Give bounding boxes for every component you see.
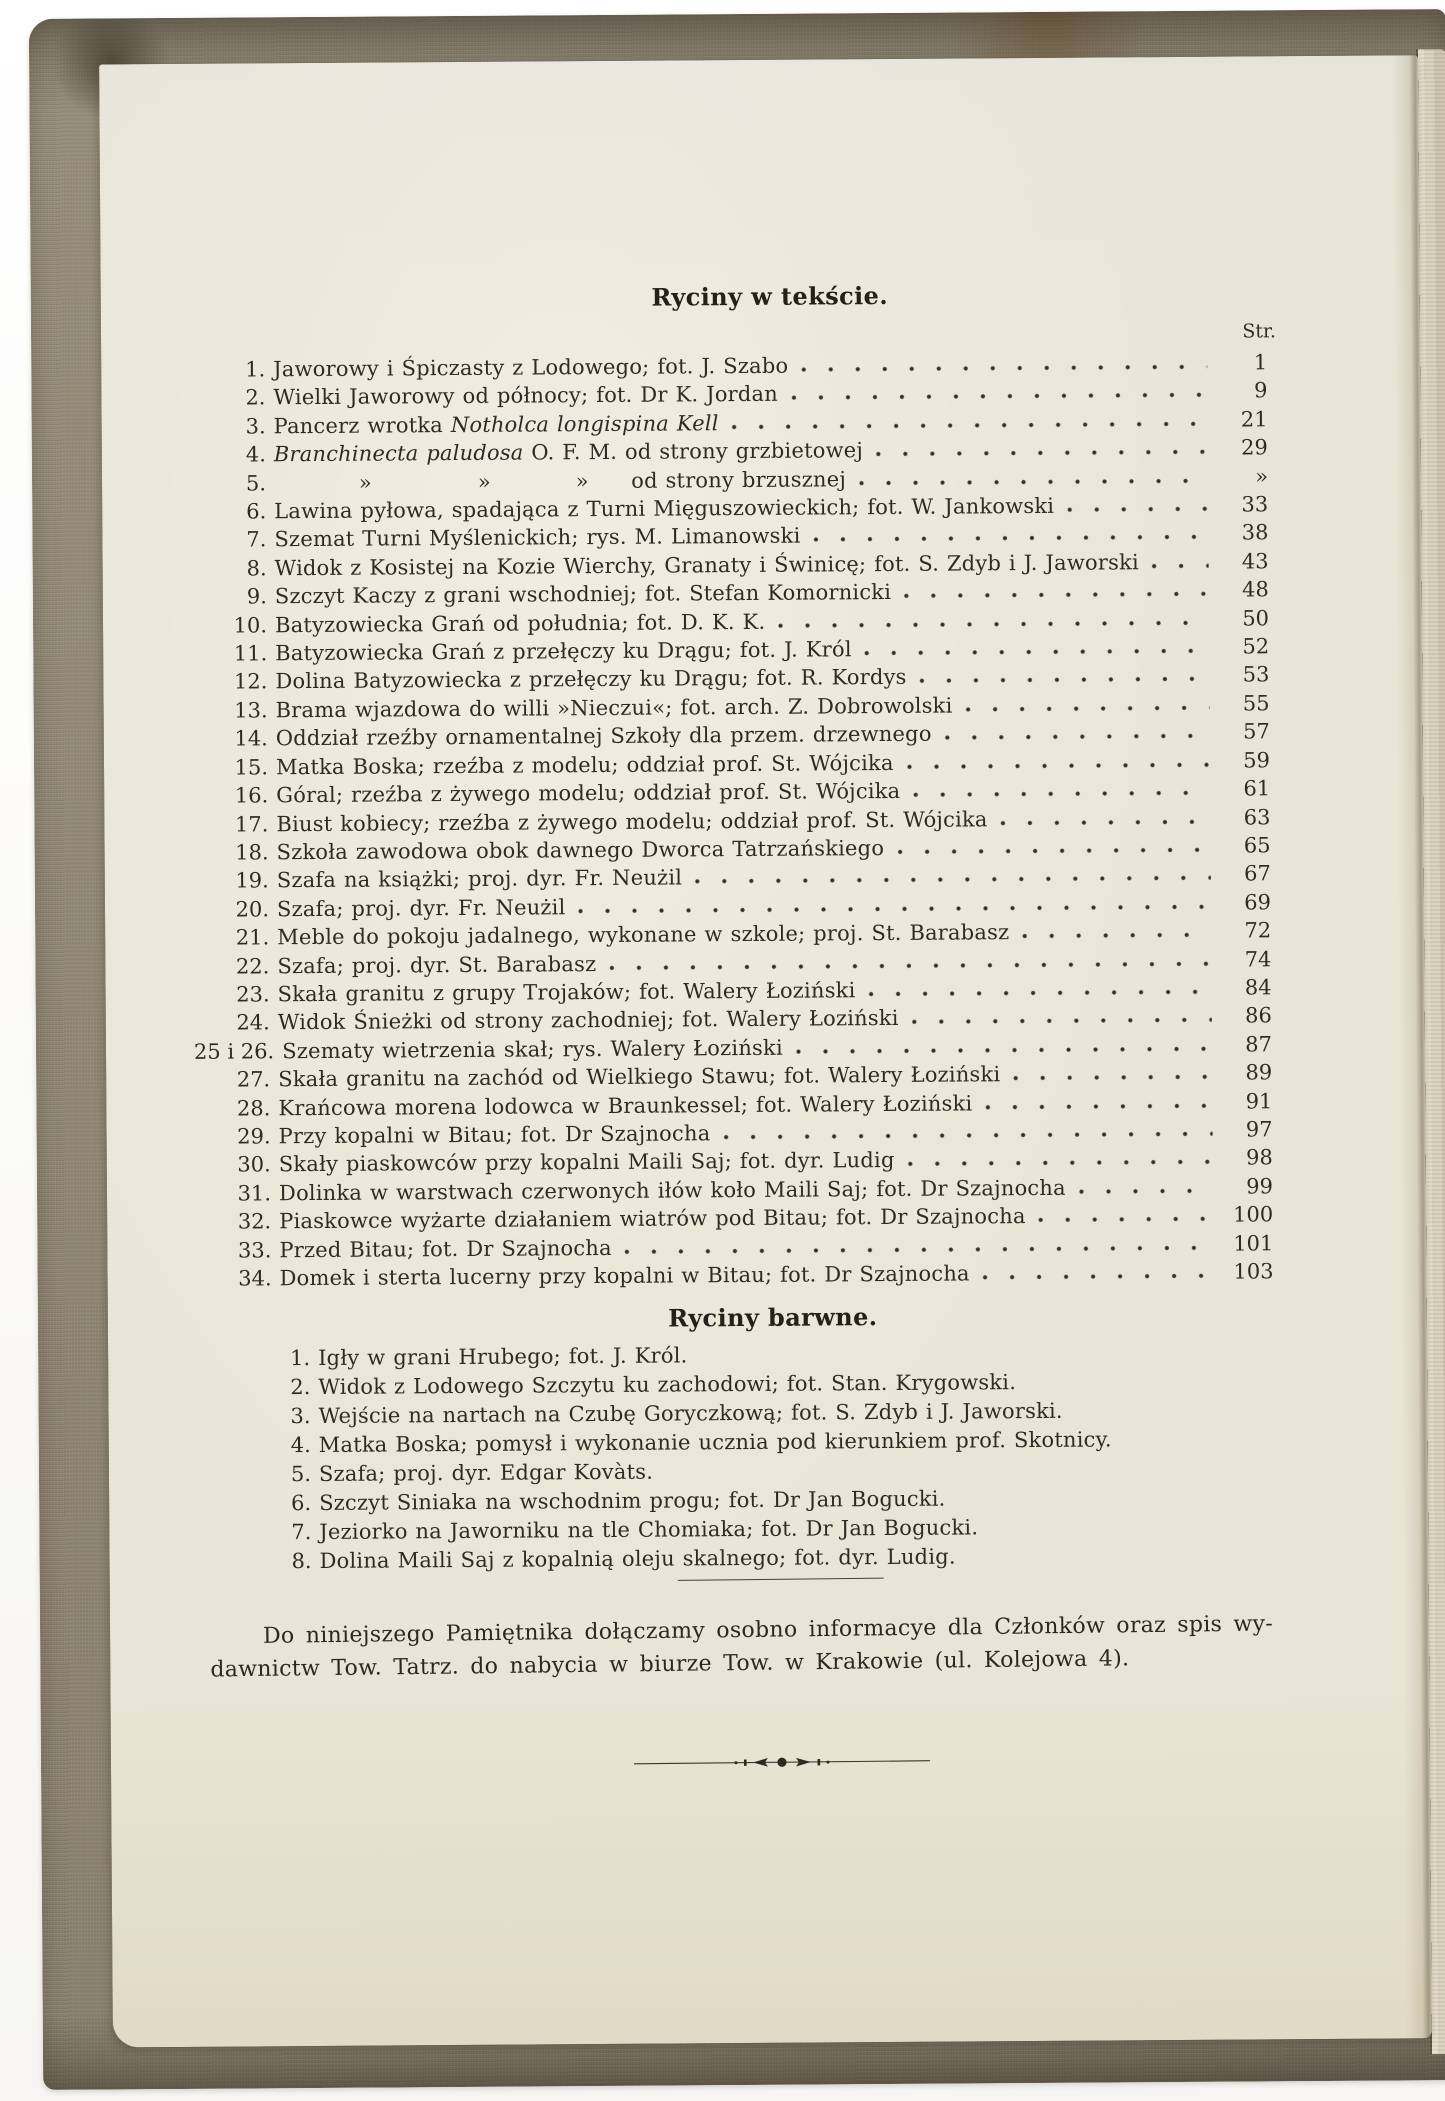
item-text-segment: Widok z Kosistej na Kozie Wierchy, Granaty i Świnicę; fot. S. Zdyb i J. Jaworski	[274, 550, 1139, 581]
item-text-segment: Batyzowiecka Grań z przełęczy ku Drągu; fot. J. Król	[275, 637, 852, 666]
item-text-segment: Jeziorko na Jaworniku na tle Chomiaka; fot. Dr Jan Bogucki.	[319, 1515, 979, 1545]
item-text	[276, 749, 894, 782]
item-number: 6.	[246, 499, 267, 524]
item-page: 91	[1245, 1088, 1273, 1114]
item-number: 33.	[237, 1237, 272, 1263]
item-number: 4.	[245, 442, 266, 467]
dot-leader	[800, 364, 1207, 373]
item-number: 8.	[291, 1549, 312, 1574]
dot-leader	[903, 591, 1209, 599]
item-number: 3.	[245, 414, 266, 439]
item-text	[318, 1342, 688, 1374]
dot-leader	[858, 477, 1208, 485]
dot-leader	[912, 790, 1210, 798]
item-text-segment: Szkoła zawodowa obok dawnego Dworca Tatrzańskiego	[276, 835, 885, 865]
dot-leader	[896, 847, 1211, 855]
item-text-segment: Szczyt Kaczy z grani wschodniej; fot. Stefan Komornicki	[274, 580, 892, 609]
item-text-segment: Góral; rzeźba z żywego modelu; oddział prof. St. Wójcika	[276, 778, 901, 808]
item-page: 99	[1246, 1174, 1274, 1199]
item-number: 18.	[235, 840, 269, 865]
item-number: 13.	[234, 698, 268, 723]
footer-note	[198, 1608, 1277, 1687]
item-text	[319, 1514, 978, 1548]
dot-leader	[790, 392, 1208, 401]
item-number: 7.	[246, 527, 267, 552]
page-column-header: Str.	[1242, 320, 1277, 343]
item-text-segment: Matka Boska; rzeźba z modelu; oddział prof. St. Wójcika	[275, 750, 894, 779]
item-text-segment: Wejście na nartach na Czubę Goryczkową; fot. S. Zdyb i J. Jaworski.	[318, 1399, 1063, 1429]
item-text	[319, 1543, 955, 1576]
item-text	[275, 578, 891, 611]
item-page: 72	[1244, 918, 1272, 943]
item-text-segment: Matka Boska; pomysł i wykonanie ucznia pod kierunkiem prof. Skotnicy.	[318, 1427, 1112, 1458]
item-text	[275, 663, 906, 696]
item-text	[319, 1458, 653, 1489]
item-page: 43	[1241, 549, 1269, 574]
item-text-segment: Meble do pokoju jadalnego, wykonane w szkole; proj. St. Barabasz	[277, 920, 1010, 950]
item-text-segment: Krańcowa morena lodowca w Braunkessel; fot. Walery Łoziński	[278, 1090, 973, 1120]
item-text	[276, 777, 900, 810]
item-number: 2.	[290, 1375, 311, 1400]
item-text	[274, 492, 1054, 526]
dot-leader	[984, 1102, 1212, 1110]
dot-leader	[608, 960, 1211, 970]
item-text	[319, 1485, 946, 1518]
item-number: 32.	[237, 1209, 272, 1234]
item-number: 12.	[233, 669, 268, 695]
item-text-segment: Szczyt Siniaka na wschodnim progu; fot. Dr Jan Bogucki.	[319, 1487, 946, 1516]
item-text	[282, 1033, 783, 1065]
item-text	[278, 1119, 710, 1150]
item-page: 1	[1253, 350, 1268, 375]
item-text-segment: Wielki Jaworowy od północy; fot. Dr K. Jordan	[273, 382, 779, 410]
item-number: 16.	[234, 783, 269, 808]
item-text	[277, 834, 885, 867]
dot-leader	[795, 1045, 1212, 1054]
figure-list-in-text	[189, 348, 1274, 1293]
item-text	[278, 976, 856, 1008]
item-number: 14.	[234, 726, 268, 751]
list-item	[197, 1541, 1275, 1578]
item-text-segment: Szafa; proj. dyr. St. Barabasz	[277, 951, 597, 978]
item-text	[276, 720, 932, 753]
dot-leader	[812, 534, 1208, 543]
section-title-ryciny-w-tekscie: Ryciny w tekście.	[651, 280, 889, 312]
item-text-segment: Widok Śnieżki od strony zachodniej; fot. Walery Łoziński	[277, 1006, 899, 1035]
item-text-segment: Oddział rzeźby ornamentalnej Szkoły dla przem. drzewnego	[275, 721, 932, 751]
item-page: 29	[1240, 435, 1268, 460]
item-number: 5.	[290, 1462, 312, 1487]
item-number: 21.	[235, 925, 270, 950]
item-page: 57	[1242, 719, 1270, 744]
dot-leader	[1038, 1216, 1214, 1223]
item-number: 9.	[246, 584, 267, 609]
item-number: 23.	[236, 982, 270, 1007]
footer-note-line: Do niniejszego Pamiętnika dołączamy osobno informacye dla Członków oraz spis wy-	[262, 1611, 1274, 1650]
item-text	[275, 548, 1139, 582]
item-text-segment: Szafa na książki; proj. dyr. Fr. Neużil	[276, 865, 683, 893]
item-page: 67	[1243, 861, 1271, 886]
item-text	[277, 918, 1009, 952]
item-number: 22.	[235, 953, 270, 979]
dot-leader	[864, 648, 1210, 656]
item-text-segment: Szafa; proj. dyr. Fr. Neużil	[276, 894, 566, 921]
item-text	[277, 893, 566, 923]
item-page: 50	[1242, 605, 1270, 631]
item-page: 59	[1243, 748, 1271, 773]
item-text	[278, 1004, 899, 1037]
dot-leader	[964, 705, 1209, 713]
item-text-segment: Skały piaskowców przy kopalni Maili Saj; fot. dyr. Ludig	[278, 1148, 895, 1177]
item-number: 30.	[237, 1152, 271, 1177]
section-title-ryciny-barwne: Ryciny barwne.	[668, 1302, 878, 1333]
item-number: 2.	[245, 385, 266, 410]
item-text	[277, 864, 683, 895]
item-text-segment: Dolina Batyzowiecka z przełęczy ku Drągu; fot. R. Kordys	[275, 665, 907, 694]
item-text	[279, 1202, 1026, 1236]
item-text	[274, 522, 800, 554]
item-number: 7.	[291, 1520, 312, 1545]
item-text	[274, 465, 846, 497]
dot-leader	[875, 449, 1208, 457]
dot-leader	[944, 733, 1210, 741]
item-text-segment: Pancerz wrotka	[273, 412, 451, 439]
item-text-segment: Szafa; proj. dyr. Edgar Kovàts.	[318, 1460, 654, 1487]
item-text	[274, 436, 863, 469]
item-number: 27.	[236, 1067, 271, 1092]
item-text-italic: Notholca longispina Kell	[450, 410, 719, 437]
item-page: 55	[1242, 691, 1270, 716]
item-page: 21	[1240, 407, 1268, 432]
dot-leader	[867, 989, 1211, 997]
item-text-segment: Piaskowce wyżarte działaniem wiatrów pod Bitau; fot. Dr Szajnocha	[279, 1204, 1026, 1234]
item-text-segment: Igły w grani Hrubego; fot. J. Król.	[318, 1343, 688, 1371]
item-text	[273, 352, 788, 384]
item-page: 65	[1243, 833, 1271, 858]
item-page: 48	[1241, 577, 1269, 602]
dot-leader	[911, 1017, 1212, 1025]
dot-leader	[722, 1131, 1212, 1140]
dot-leader	[1012, 1074, 1212, 1081]
dot-leader	[1066, 506, 1208, 513]
item-page: 89	[1245, 1060, 1273, 1085]
footer-note-line: dawnictw Tow. Tatrz. do nabycia w biurze Tow. w Krakowie (ul. Kolejowa 4).	[210, 1646, 1130, 1683]
item-text-segment: Batyzowiecka Grań od południa; fot. D. K. K.	[274, 609, 766, 637]
dot-leader	[982, 1273, 1214, 1281]
dot-leader	[694, 875, 1211, 885]
item-text	[275, 635, 852, 667]
item-page: 63	[1243, 804, 1271, 830]
item-text-segment: Przed Bitau; fot. Dr Szajnocha	[279, 1235, 612, 1262]
dot-leader	[731, 421, 1208, 430]
item-page: 38	[1241, 520, 1269, 545]
item-text	[279, 1234, 612, 1265]
item-text	[319, 1426, 1112, 1461]
item-page: 9	[1253, 378, 1268, 403]
item-number: 31.	[237, 1181, 272, 1206]
item-text-segment: Skała granitu na zachód od Wielkiego Stawu; fot. Walery Łoziński	[278, 1062, 1001, 1092]
item-page: 74	[1244, 946, 1272, 972]
dot-leader	[1078, 1188, 1213, 1195]
item-number: 20.	[235, 897, 270, 922]
item-text-italic: Branchinecta paludosa	[273, 440, 524, 467]
item-number: 17.	[234, 811, 269, 837]
item-number: 4.	[290, 1433, 311, 1458]
item-text	[275, 608, 765, 640]
item-page: 33	[1241, 492, 1269, 517]
item-page: »	[1255, 463, 1269, 489]
item-page: 84	[1244, 975, 1272, 1000]
item-page: 98	[1245, 1145, 1273, 1170]
item-page: 53	[1242, 662, 1270, 687]
item-text	[274, 409, 719, 441]
item-text-segment: Lawina pyłowa, spadająca z Turni Mięguszowieckich; fot. W. Jankowski	[274, 493, 1055, 524]
item-number: 1.	[290, 1346, 311, 1371]
page-content	[99, 55, 1432, 2047]
item-text-segment: Skała granitu z grupy Trojaków; fot. Walery Łoziński	[277, 978, 856, 1007]
item-text	[278, 1089, 972, 1122]
item-page: 52	[1242, 634, 1270, 659]
item-number: 29.	[237, 1124, 271, 1149]
item-number: 10.	[233, 612, 268, 638]
item-text-segment: O. F. M. od strony grzbietowej	[523, 438, 864, 465]
item-page: 87	[1245, 1032, 1273, 1057]
dot-leader	[577, 903, 1211, 913]
item-text-segment: Szemat Turni Myślenickich; rys. M. Limanowski	[274, 524, 801, 552]
divider-rule	[678, 1578, 884, 1581]
item-text	[279, 1259, 969, 1292]
item-page: 100	[1232, 1202, 1274, 1227]
item-text	[273, 380, 778, 412]
item-number: 3.	[290, 1404, 311, 1429]
dot-leader	[906, 761, 1210, 769]
item-text-segment: Szematy wietrzenia skał; rys. Walery Łoziński	[282, 1035, 783, 1063]
dot-leader	[907, 1159, 1213, 1167]
item-text	[277, 950, 596, 981]
dot-leader	[1021, 932, 1211, 939]
item-number: 1.	[245, 357, 266, 382]
scanned-page	[99, 55, 1432, 2047]
item-text	[279, 1146, 895, 1179]
item-text-segment: Dolinka w warstwach czerwonych iłów koło Maili Saj; fot. Dr Szajnocha	[278, 1175, 1066, 1206]
item-number: 28.	[236, 1095, 271, 1121]
item-number: 19.	[235, 868, 269, 893]
item-text-segment: Dolina Maili Saj z kopalnią oleju skalnego; fot. dyr. Ludig.	[319, 1544, 956, 1574]
item-number: 8.	[246, 556, 267, 581]
item-page: 61	[1243, 776, 1271, 801]
item-page: 103	[1233, 1259, 1274, 1284]
item-number: 34.	[238, 1266, 272, 1291]
item-number: 25 i 26.	[193, 1039, 275, 1064]
item-text-segment: Biust kobiecy; rzeźba z żywego modelu; oddział prof. St. Wójcika	[276, 806, 988, 836]
item-page: 101	[1233, 1230, 1274, 1256]
book-cover	[29, 9, 1445, 2090]
item-page: 97	[1245, 1117, 1273, 1142]
dot-leader	[919, 676, 1210, 684]
item-text-segment: Przy kopalni w Bitau; fot. Dr Szajnocha	[278, 1121, 711, 1149]
dot-leader	[1000, 818, 1211, 825]
item-number: 6.	[291, 1491, 312, 1516]
item-text-segment: Widok z Lodowego Szczytu ku zachodowi; fot. Stan. Krygowski.	[318, 1370, 1017, 1400]
item-number: 15.	[234, 755, 269, 780]
item-text-segment: Domek i sterta lucerny przy kopalni w Bitau; fot. Dr Szajnocha	[279, 1261, 970, 1291]
dot-leader	[777, 619, 1209, 628]
dot-leader	[624, 1244, 1214, 1254]
item-number: 5.	[245, 470, 267, 496]
item-text-segment: Jaworowy i Śpiczasty z Lodowego; fot. J. Szabo	[273, 353, 789, 382]
divider-ornament-icon	[632, 1753, 932, 1771]
item-page: 86	[1244, 1003, 1272, 1028]
item-number: 24.	[236, 1010, 270, 1035]
dot-leader	[1151, 563, 1209, 569]
item-text-segment: Brama wjazdowa do willi »Nieczui«; fot. arch. Z. Dobrowolski	[275, 693, 953, 723]
item-number: 11.	[233, 641, 268, 666]
item-text-segment: » » » od strony brzusznej	[273, 466, 847, 495]
item-page: 69	[1244, 890, 1272, 915]
figure-list-color	[196, 1338, 1276, 1578]
